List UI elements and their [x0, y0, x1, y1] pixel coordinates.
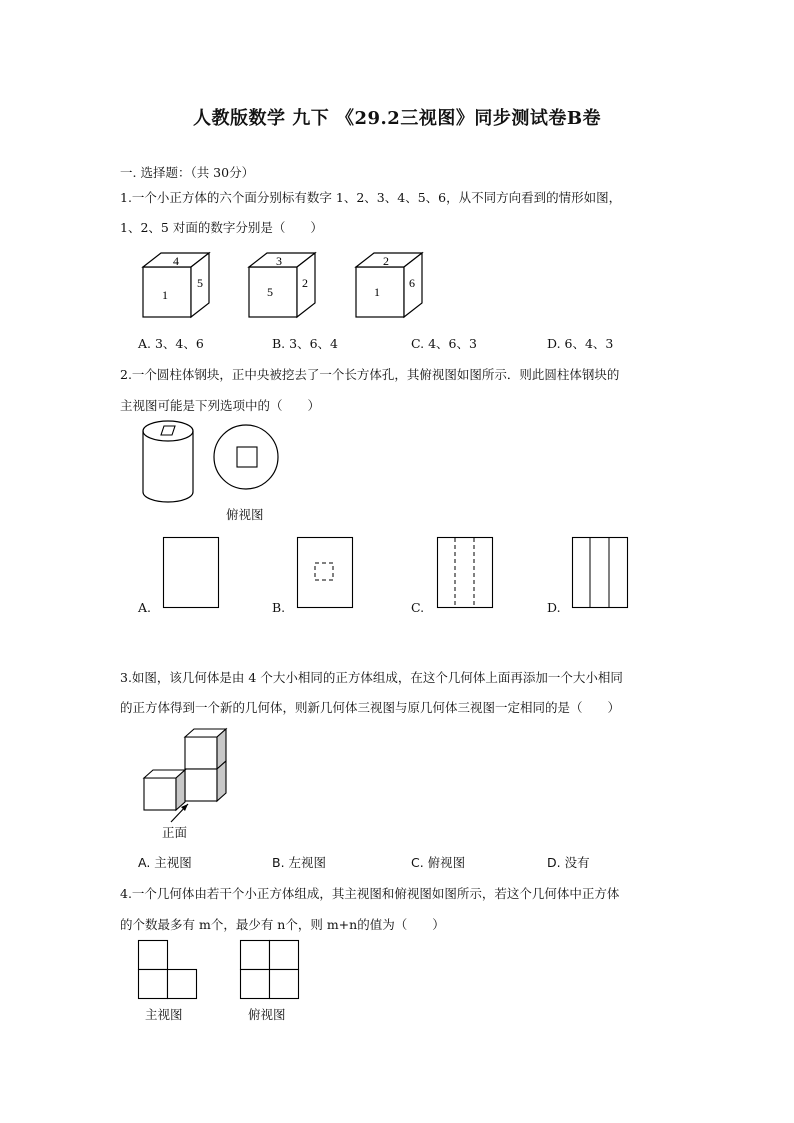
cube1-right-number: 5: [197, 276, 203, 290]
q2-option-c-label[interactable]: C.: [411, 600, 425, 615]
cube1-top-number: 4: [173, 254, 179, 268]
cube3-top-number: 2: [383, 254, 389, 268]
q2-option-a-label[interactable]: A.: [138, 600, 152, 615]
q2-option-c-figure[interactable]: [437, 537, 493, 609]
q1-option-a[interactable]: A. 3、4、6: [138, 336, 204, 351]
q1-cube-1: [143, 253, 218, 323]
q1-option-b[interactable]: B. 3、6、4: [272, 336, 338, 351]
q4-text-line1: 4.一个几何体由若干个小正方体组成，其主视图和俯视图如图所示，若这个几何体中正方体: [120, 886, 620, 901]
q3-option-b[interactable]: B. 左视图: [272, 855, 327, 870]
cube3-right-number: 6: [409, 276, 415, 290]
q1-text-line1: 1.一个小正方体的六个面分别标有数字 1、2、3、4、5、6，从不同方向看到的情形如图，: [120, 190, 622, 205]
q2-option-a-figure[interactable]: [163, 537, 219, 609]
q4-top-view-figure: [240, 940, 302, 1002]
q1-text-line2: 1、2、5 对面的数字分别是（ ）: [120, 220, 323, 235]
q3-front-caption: 正面: [162, 825, 188, 840]
q1-option-d[interactable]: D. 6、4、3: [547, 336, 614, 351]
cube3-front-number: 1: [374, 285, 380, 299]
q3-cubes-figure: [143, 728, 233, 848]
cube2-right-number: 2: [302, 276, 308, 290]
q2-top-view-circle: [213, 424, 281, 492]
q3-option-a[interactable]: A. 主视图: [138, 855, 192, 870]
q2-option-d-label[interactable]: D.: [547, 600, 561, 615]
q2-top-view-caption: 俯视图: [226, 507, 264, 522]
q2-option-d-figure[interactable]: [572, 537, 628, 609]
q2-cylinder-figure: [142, 420, 197, 505]
section-heading: 一. 选择题：（共 30分）: [120, 165, 255, 180]
q3-option-d[interactable]: D. 没有: [547, 855, 590, 870]
q2-text-line1: 2.一个圆柱体钢块，正中央被挖去了一个长方体孔，其俯视图如图所示．则此圆柱体钢块的: [120, 367, 620, 382]
q1-cube-2: [249, 253, 324, 323]
q2-option-b-figure[interactable]: [297, 537, 353, 609]
q2-option-b-label[interactable]: B.: [272, 600, 286, 615]
q4-main-view-caption: 主视图: [145, 1007, 183, 1022]
page-title: 人教版数学 九下 《29.2三视图》同步测试卷B卷: [192, 108, 602, 129]
cube1-front-number: 1: [162, 288, 168, 302]
q4-text-line2: 的个数最多有 m个，最少有 n个，则 m+n的值为（ ）: [120, 917, 445, 932]
q4-top-view-caption: 俯视图: [248, 1007, 286, 1022]
q3-text-line2: 的正方体得到一个新的几何体，则新几何体三视图与原几何体三视图一定相同的是（ ）: [120, 700, 621, 715]
q2-text-line2: 主视图可能是下列选项中的（ ）: [120, 398, 321, 413]
q3-option-c[interactable]: C. 俯视图: [411, 855, 466, 870]
q1-cube-3: [356, 253, 431, 323]
q4-main-view-figure: [138, 940, 200, 1002]
cube2-top-number: 3: [276, 254, 282, 268]
q1-option-c[interactable]: C. 4、6、3: [411, 336, 477, 351]
q3-text-line1: 3.如图，该几何体是由 4 个大小相同的正方体组成，在这个几何体上面再添加一个大小相同: [120, 670, 623, 685]
cube2-front-number: 5: [267, 285, 273, 299]
